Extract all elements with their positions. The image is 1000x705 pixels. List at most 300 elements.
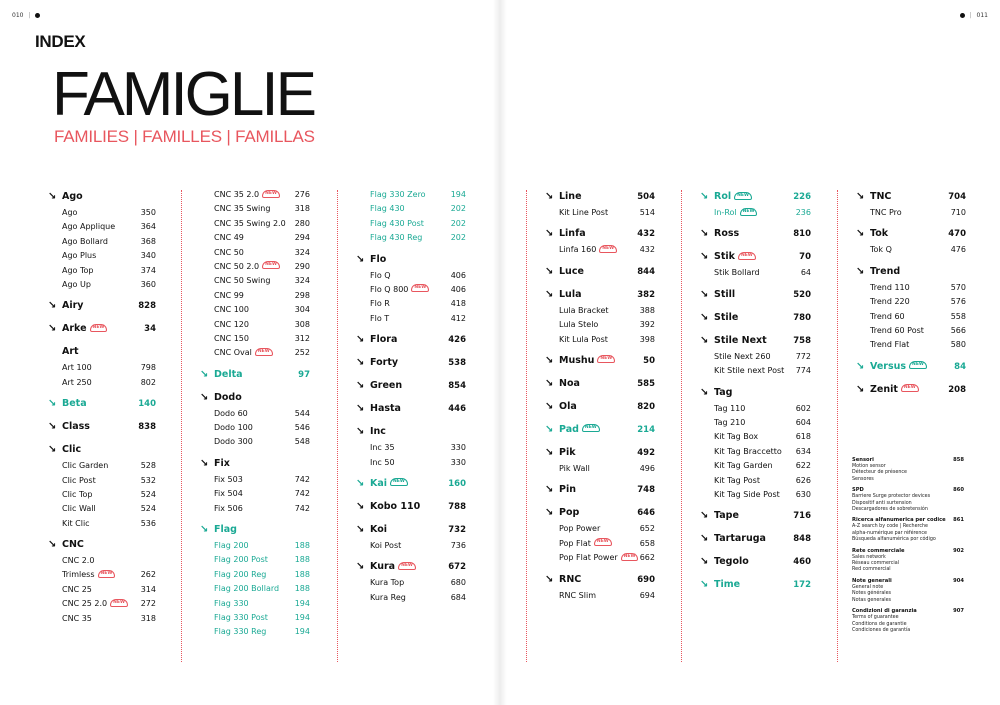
arrow-down-right-icon: ↘ bbox=[545, 228, 554, 240]
new-badge: NEW bbox=[909, 361, 927, 369]
family-name: Luce bbox=[559, 265, 584, 277]
family-heading[interactable] bbox=[48, 188, 156, 206]
product-entry[interactable] bbox=[545, 304, 655, 318]
product-entry[interactable] bbox=[356, 539, 466, 553]
product-entry[interactable] bbox=[700, 416, 811, 430]
product-name: Trend 110 bbox=[870, 282, 910, 292]
product-name: Ago bbox=[62, 208, 78, 217]
family-heading[interactable] bbox=[545, 421, 655, 439]
product-entry[interactable] bbox=[200, 246, 310, 260]
note-line: A-Z search by code | Recherche bbox=[852, 524, 929, 530]
page-number: 538 bbox=[448, 358, 466, 369]
family-heading[interactable] bbox=[545, 352, 655, 370]
family-heading[interactable] bbox=[356, 251, 466, 269]
product-entry[interactable] bbox=[200, 202, 310, 216]
page-number: 194 bbox=[294, 598, 310, 608]
note-entry[interactable] bbox=[852, 578, 964, 604]
family-heading[interactable] bbox=[200, 389, 310, 407]
family-name: Beta bbox=[62, 398, 87, 410]
product-entry[interactable] bbox=[48, 568, 156, 582]
product-entry[interactable] bbox=[545, 589, 655, 603]
note-title: Ricerca alfanumerica per codice bbox=[852, 517, 946, 524]
product-entry[interactable] bbox=[700, 402, 811, 416]
page-number-left: 010 bbox=[12, 12, 24, 19]
arrow-down-right-icon: ↘ bbox=[545, 377, 554, 389]
product-name: Flo T bbox=[370, 313, 390, 323]
product-name: CNC 25 2.0 NEW bbox=[62, 597, 128, 611]
product-name: Flo Q 800 NEW bbox=[370, 283, 429, 297]
arrow-down-right-icon: ↘ bbox=[200, 524, 209, 536]
product-name: Flag 200 Post bbox=[214, 555, 268, 565]
product-entry[interactable] bbox=[856, 338, 966, 352]
family-heading[interactable] bbox=[545, 398, 655, 416]
product-entry[interactable] bbox=[356, 269, 466, 283]
page-number: 558 bbox=[950, 311, 966, 321]
product-entry[interactable] bbox=[48, 459, 156, 473]
page-number: 34 bbox=[144, 324, 156, 335]
page-number: 272 bbox=[140, 599, 156, 609]
arrow-down-right-icon: ↘ bbox=[700, 556, 709, 568]
product-name: Kit Tag Garden bbox=[714, 461, 773, 471]
page-number: 398 bbox=[639, 334, 655, 344]
product-entry[interactable] bbox=[48, 264, 156, 278]
index-column bbox=[700, 188, 811, 594]
product-name: Tag 110 bbox=[714, 403, 746, 413]
product-entry[interactable] bbox=[48, 502, 156, 516]
family-name: Class bbox=[62, 421, 90, 433]
arrow-down-right-icon: ↘ bbox=[700, 251, 709, 263]
product-entry[interactable] bbox=[356, 576, 466, 590]
product-entry[interactable] bbox=[48, 583, 156, 597]
family-name: Ross bbox=[714, 228, 740, 240]
page-number: 838 bbox=[138, 422, 156, 433]
product-entry[interactable] bbox=[700, 488, 811, 502]
product-entry[interactable] bbox=[200, 473, 310, 487]
family-heading[interactable] bbox=[200, 455, 310, 473]
page-number: 585 bbox=[637, 378, 655, 389]
page-number: 202 bbox=[450, 233, 466, 243]
folio-separator: | bbox=[28, 12, 31, 19]
index-column bbox=[545, 188, 655, 603]
note-entry[interactable] bbox=[852, 608, 964, 634]
product-name: Dodo 60 bbox=[214, 408, 248, 418]
family-heading[interactable] bbox=[356, 377, 466, 395]
page-number: 188 bbox=[294, 584, 310, 594]
product-entry[interactable] bbox=[356, 188, 466, 202]
page-number: 298 bbox=[294, 290, 310, 300]
family-name: Airy bbox=[62, 300, 84, 312]
product-entry[interactable] bbox=[700, 206, 811, 220]
arrow-down-right-icon: ↘ bbox=[356, 561, 365, 573]
arrow-down-right-icon: ↘ bbox=[700, 228, 709, 240]
family-heading[interactable] bbox=[356, 423, 466, 441]
product-entry[interactable] bbox=[200, 539, 310, 553]
product-entry[interactable] bbox=[856, 310, 966, 324]
family-heading[interactable] bbox=[700, 188, 811, 206]
product-entry[interactable] bbox=[545, 333, 655, 347]
product-name: Flag 330 Post bbox=[214, 612, 268, 622]
arrow-down-right-icon: ↘ bbox=[356, 477, 365, 489]
page-number: 360 bbox=[140, 279, 156, 289]
family-name: Still bbox=[714, 288, 736, 300]
family-heading[interactable] bbox=[356, 475, 466, 493]
note-page-number: 902 bbox=[953, 547, 964, 554]
page-number: 330 bbox=[450, 457, 466, 467]
family-name: RNC bbox=[559, 573, 582, 585]
product-name: CNC 25 bbox=[62, 584, 92, 594]
product-name: Trend 60 bbox=[870, 311, 905, 321]
arrow-down-right-icon: ↘ bbox=[545, 400, 554, 412]
product-entry[interactable] bbox=[200, 332, 310, 346]
family-name: Pik bbox=[559, 446, 576, 458]
new-badge: NEW bbox=[740, 208, 758, 216]
family-heading[interactable] bbox=[356, 400, 466, 418]
family-heading[interactable] bbox=[48, 343, 156, 361]
product-entry[interactable] bbox=[48, 278, 156, 292]
product-entry[interactable] bbox=[356, 297, 466, 311]
family-heading[interactable] bbox=[545, 504, 655, 522]
arrow-down-right-icon: ↘ bbox=[856, 228, 865, 240]
product-entry[interactable] bbox=[700, 350, 811, 364]
product-name: Clic Garden bbox=[62, 461, 109, 471]
product-entry[interactable] bbox=[200, 553, 310, 567]
page-number: 476 bbox=[950, 245, 966, 255]
product-entry[interactable] bbox=[200, 188, 310, 202]
product-entry[interactable] bbox=[545, 537, 655, 551]
product-name: CNC Oval NEW bbox=[214, 346, 273, 360]
product-entry[interactable] bbox=[200, 303, 310, 317]
family-heading[interactable] bbox=[356, 521, 466, 539]
family-heading[interactable] bbox=[545, 225, 655, 243]
family-heading[interactable] bbox=[856, 188, 966, 206]
new-badge: NEW bbox=[411, 284, 429, 292]
new-badge: NEW bbox=[98, 570, 116, 578]
note-title: SPD bbox=[852, 487, 864, 494]
product-entry[interactable] bbox=[700, 364, 811, 378]
product-entry[interactable] bbox=[48, 220, 156, 234]
note-line: Notas generales bbox=[852, 597, 892, 603]
page-number: 202 bbox=[450, 204, 466, 214]
product-name: Kit Tag Braccetto bbox=[714, 446, 782, 456]
family-name: Noa bbox=[559, 377, 580, 389]
family-heading[interactable] bbox=[700, 530, 811, 548]
page-number: 694 bbox=[639, 590, 655, 600]
product-entry[interactable] bbox=[356, 456, 466, 470]
page-number: 276 bbox=[294, 190, 310, 199]
product-name: Flo R bbox=[370, 299, 390, 309]
page-number: 172 bbox=[793, 580, 811, 591]
arrow-down-right-icon: ↘ bbox=[856, 360, 865, 372]
page-number: 194 bbox=[294, 627, 310, 637]
page-number: 742 bbox=[294, 489, 310, 499]
page-number: 848 bbox=[793, 534, 811, 545]
page-number: 460 bbox=[793, 557, 811, 568]
note-entry[interactable] bbox=[852, 548, 964, 574]
arrow-down-right-icon: ↘ bbox=[356, 523, 365, 535]
arrow-down-right-icon: ↘ bbox=[545, 446, 554, 458]
product-entry[interactable] bbox=[700, 266, 811, 280]
product-entry[interactable] bbox=[200, 407, 310, 421]
product-entry[interactable] bbox=[545, 243, 655, 257]
family-heading[interactable] bbox=[48, 418, 156, 436]
family-heading[interactable] bbox=[700, 309, 811, 327]
family-heading[interactable] bbox=[856, 358, 966, 376]
note-line: Barriere Surge protector devices bbox=[852, 494, 931, 500]
page-number: 662 bbox=[639, 553, 655, 563]
product-entry[interactable] bbox=[200, 611, 310, 625]
product-entry[interactable] bbox=[200, 217, 310, 231]
product-entry[interactable] bbox=[856, 295, 966, 309]
product-entry[interactable] bbox=[856, 206, 966, 220]
page-number: 188 bbox=[294, 555, 310, 565]
family-heading[interactable] bbox=[545, 263, 655, 281]
product-entry[interactable] bbox=[545, 522, 655, 536]
family-name: Tok bbox=[870, 228, 889, 240]
page-number: 236 bbox=[795, 208, 811, 217]
arrow-down-right-icon: ↘ bbox=[200, 457, 209, 469]
arrow-down-right-icon: ↘ bbox=[356, 357, 365, 369]
page-number: 604 bbox=[795, 417, 811, 427]
family-name: CNC bbox=[62, 539, 84, 551]
product-entry[interactable] bbox=[48, 249, 156, 263]
product-entry[interactable] bbox=[48, 597, 156, 611]
product-entry[interactable] bbox=[200, 346, 310, 360]
product-entry[interactable] bbox=[545, 318, 655, 332]
product-name: CNC 50 Swing bbox=[214, 276, 271, 286]
product-entry[interactable] bbox=[700, 459, 811, 473]
note-line: Búsqueda alfanumérica por código bbox=[852, 537, 936, 543]
note-line: Descargadores de sobretensión bbox=[852, 507, 928, 513]
product-entry[interactable] bbox=[48, 361, 156, 375]
page-number: 208 bbox=[948, 384, 966, 395]
page-number: 418 bbox=[450, 299, 466, 309]
family-heading[interactable] bbox=[545, 481, 655, 499]
product-entry[interactable] bbox=[48, 206, 156, 220]
product-entry[interactable] bbox=[48, 488, 156, 502]
page-number: 364 bbox=[140, 222, 156, 232]
family-heading[interactable] bbox=[48, 536, 156, 554]
product-entry[interactable] bbox=[856, 324, 966, 338]
page-title: FAMIGLIE bbox=[52, 60, 314, 129]
page-number: 810 bbox=[793, 229, 811, 240]
product-entry[interactable] bbox=[200, 568, 310, 582]
arrow-down-right-icon: ↘ bbox=[48, 421, 57, 433]
page-number: 514 bbox=[639, 208, 655, 217]
family-heading[interactable] bbox=[356, 558, 466, 576]
page-number: 748 bbox=[637, 485, 655, 496]
page-number: 202 bbox=[450, 218, 466, 228]
family-heading[interactable] bbox=[545, 286, 655, 304]
family-heading[interactable] bbox=[856, 225, 966, 243]
arrow-down-right-icon: ↘ bbox=[700, 334, 709, 346]
family-heading[interactable] bbox=[200, 366, 310, 384]
page-number: 406 bbox=[450, 270, 466, 280]
family-name: Pop bbox=[559, 507, 580, 519]
product-entry[interactable] bbox=[200, 625, 310, 639]
product-entry[interactable] bbox=[200, 274, 310, 288]
product-name: Inc 35 bbox=[370, 443, 395, 453]
note-line: Motion sensor bbox=[852, 464, 886, 469]
family-heading[interactable] bbox=[48, 297, 156, 315]
new-badge: NEW bbox=[594, 538, 612, 546]
product-name: Ago Applique bbox=[62, 222, 116, 232]
page-number: 294 bbox=[294, 233, 310, 243]
product-entry[interactable] bbox=[356, 231, 466, 245]
family-heading[interactable] bbox=[48, 441, 156, 459]
page-number: 690 bbox=[637, 574, 655, 585]
product-entry[interactable] bbox=[356, 312, 466, 326]
page-number: 544 bbox=[294, 408, 310, 418]
product-entry[interactable] bbox=[200, 597, 310, 611]
family-heading[interactable] bbox=[700, 286, 811, 304]
family-name: Koi bbox=[370, 523, 387, 535]
page-number: 742 bbox=[294, 474, 310, 484]
product-entry[interactable] bbox=[48, 517, 156, 531]
product-entry[interactable] bbox=[48, 612, 156, 626]
note-entry[interactable] bbox=[852, 457, 964, 483]
note-title: Condizioni di garanzia bbox=[852, 608, 917, 615]
product-entry[interactable] bbox=[356, 591, 466, 605]
page-number: 844 bbox=[637, 266, 655, 277]
product-entry[interactable] bbox=[356, 202, 466, 216]
product-entry[interactable] bbox=[700, 430, 811, 444]
product-name: In-Rol NEW bbox=[714, 206, 757, 220]
product-entry[interactable] bbox=[48, 376, 156, 390]
family-heading[interactable] bbox=[356, 354, 466, 372]
note-entry[interactable] bbox=[852, 517, 964, 543]
general-notes bbox=[852, 457, 964, 638]
note-page-number: 861 bbox=[953, 517, 964, 524]
product-name: Trend 220 bbox=[870, 297, 910, 307]
family-heading[interactable] bbox=[700, 507, 811, 525]
family-heading[interactable] bbox=[856, 381, 966, 399]
product-name: Pop Flat NEW bbox=[559, 537, 612, 551]
product-name: TNC Pro bbox=[870, 208, 902, 217]
page-number: 318 bbox=[294, 204, 310, 214]
product-entry[interactable] bbox=[545, 462, 655, 476]
note-line: Sales network bbox=[852, 554, 886, 560]
product-entry[interactable] bbox=[48, 235, 156, 249]
product-name: Kura Top bbox=[370, 578, 405, 588]
product-entry[interactable] bbox=[545, 551, 655, 565]
product-name: Lula Stelo bbox=[559, 320, 599, 330]
product-name: Flag 200 bbox=[214, 541, 249, 551]
product-entry[interactable] bbox=[200, 487, 310, 501]
note-entry[interactable] bbox=[852, 487, 964, 513]
product-entry[interactable] bbox=[700, 474, 811, 488]
product-entry[interactable] bbox=[48, 474, 156, 488]
product-name: CNC 35 2.0 NEW bbox=[214, 188, 280, 202]
note-page-number: 907 bbox=[953, 608, 964, 615]
page-number: 324 bbox=[294, 276, 310, 286]
page-number: 646 bbox=[637, 508, 655, 519]
family-heading[interactable] bbox=[700, 225, 811, 243]
product-entry[interactable] bbox=[200, 421, 310, 435]
folio-separator: | bbox=[969, 12, 972, 19]
family-heading[interactable] bbox=[356, 498, 466, 516]
page-number: 426 bbox=[448, 335, 466, 346]
arrow-down-right-icon: ↘ bbox=[700, 311, 709, 323]
family-heading[interactable] bbox=[700, 576, 811, 594]
product-entry[interactable] bbox=[356, 441, 466, 455]
arrow-down-right-icon: ↘ bbox=[48, 323, 57, 335]
product-entry[interactable] bbox=[48, 554, 156, 568]
page-number: 828 bbox=[138, 301, 156, 312]
product-entry[interactable] bbox=[200, 260, 310, 274]
family-name: Flo bbox=[370, 253, 387, 265]
product-entry[interactable] bbox=[356, 217, 466, 231]
family-heading[interactable] bbox=[856, 263, 966, 281]
page-number: 308 bbox=[294, 319, 310, 329]
product-entry[interactable] bbox=[200, 435, 310, 449]
family-heading[interactable] bbox=[700, 384, 811, 402]
page-number: 546 bbox=[294, 423, 310, 433]
family-heading[interactable] bbox=[545, 444, 655, 462]
page-number: 758 bbox=[793, 335, 811, 346]
product-name: Koi Post bbox=[370, 540, 402, 550]
arrow-down-right-icon: ↘ bbox=[545, 507, 554, 519]
family-heading[interactable] bbox=[545, 375, 655, 393]
family-heading[interactable] bbox=[700, 553, 811, 571]
product-name: Flag 330 Zero bbox=[370, 190, 426, 199]
page-number: 374 bbox=[140, 265, 156, 275]
family-heading[interactable] bbox=[356, 331, 466, 349]
page-number: 780 bbox=[793, 312, 811, 323]
page-number: 736 bbox=[450, 540, 466, 550]
dotted-separator bbox=[337, 190, 338, 662]
product-entry[interactable] bbox=[856, 281, 966, 295]
product-entry[interactable] bbox=[545, 206, 655, 220]
book-spine bbox=[493, 0, 507, 705]
product-name: CNC 50 bbox=[214, 247, 244, 257]
arrow-down-right-icon: ↘ bbox=[856, 265, 865, 277]
product-name: Dodo 100 bbox=[214, 423, 253, 433]
note-line: alpha-numérique par référence bbox=[852, 530, 927, 536]
family-heading[interactable] bbox=[700, 332, 811, 350]
product-entry[interactable] bbox=[200, 289, 310, 303]
product-entry[interactable] bbox=[856, 243, 966, 257]
family-heading[interactable] bbox=[545, 188, 655, 206]
family-name: Stile bbox=[714, 311, 739, 323]
product-entry[interactable] bbox=[356, 283, 466, 297]
product-entry[interactable] bbox=[200, 318, 310, 332]
product-name: CNC 35 Swing 2.0 bbox=[214, 218, 286, 228]
family-heading[interactable] bbox=[545, 571, 655, 589]
arrow-down-right-icon: ↘ bbox=[356, 403, 365, 415]
family-name: Tape bbox=[714, 510, 739, 522]
arrow-down-right-icon: ↘ bbox=[545, 573, 554, 585]
page-number: 432 bbox=[639, 245, 655, 255]
page-number: 188 bbox=[294, 541, 310, 551]
page-number: 536 bbox=[140, 518, 156, 528]
product-entry[interactable] bbox=[200, 582, 310, 596]
family-heading[interactable] bbox=[48, 395, 156, 413]
page-number: 618 bbox=[795, 432, 811, 442]
family-heading[interactable] bbox=[200, 521, 310, 539]
product-name: Tok Q bbox=[870, 245, 892, 255]
family-name: Arke NEW bbox=[62, 320, 107, 338]
family-name: Tartaruga bbox=[714, 533, 766, 545]
product-entry[interactable] bbox=[200, 502, 310, 516]
product-entry[interactable] bbox=[200, 231, 310, 245]
family-heading[interactable] bbox=[48, 320, 156, 338]
page-number: 382 bbox=[637, 289, 655, 300]
new-badge: NEW bbox=[582, 424, 600, 432]
family-name: Dodo bbox=[214, 391, 242, 403]
product-name: CNC 100 bbox=[214, 305, 249, 315]
family-heading[interactable] bbox=[700, 248, 811, 266]
product-entry[interactable] bbox=[700, 445, 811, 459]
